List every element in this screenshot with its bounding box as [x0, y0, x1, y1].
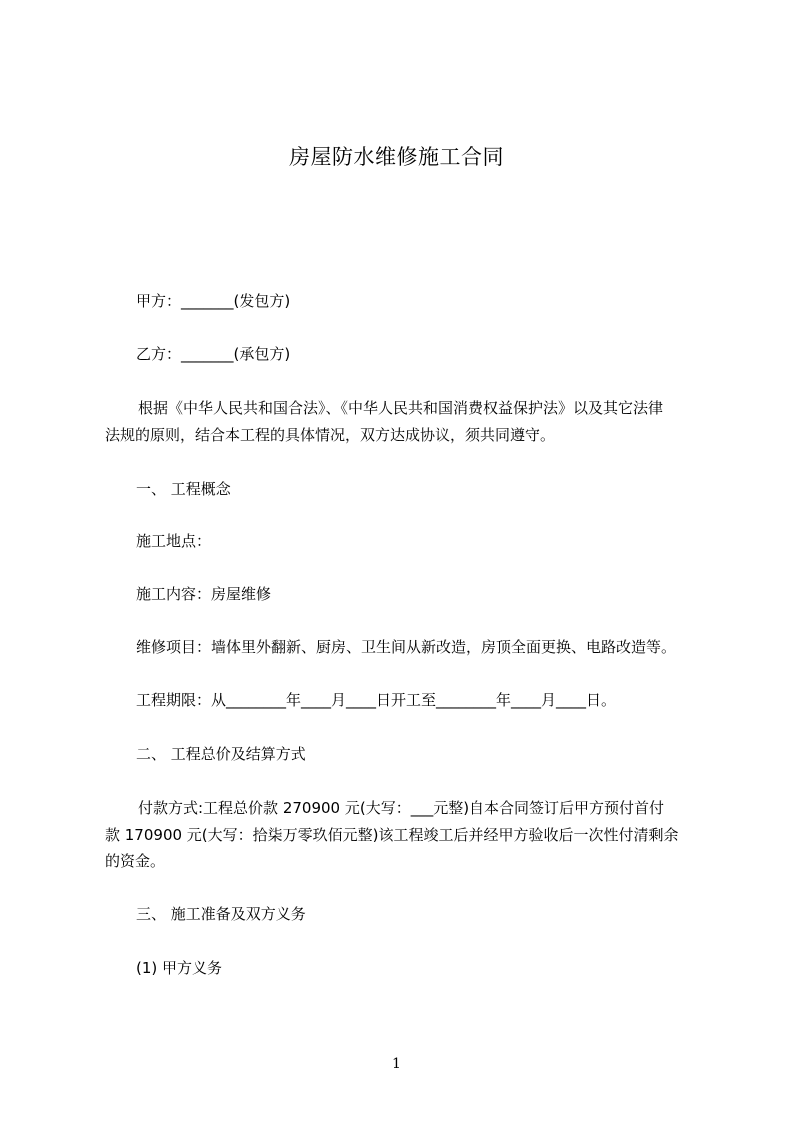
section-1-heading: 一、 工程概念	[136, 480, 231, 498]
payment-line-2: 款 170900 元(大写：拾柒万零玖佰元整)该工程竣工后并经甲方验收后一次性付清剩余	[105, 826, 679, 844]
party-b-line: 乙方：_______(承包方)	[136, 345, 291, 363]
payment-line-3: 的资金。	[105, 852, 166, 870]
section-3-heading: 三、 施工准备及双方义务	[136, 905, 306, 923]
payment-line-1: 付款方式:工程总价款 270900 元(大写：___元整)自本合同签订后甲方预付首付	[138, 799, 665, 817]
preamble-line-1: 根据《中华人民共和国合法》、《中华人民共和国消费权益保护法》以及其它法律	[138, 399, 664, 417]
construction-location: 施工地点：	[136, 532, 212, 550]
construction-content: 施工内容：房屋维修	[136, 585, 272, 603]
party-a-obligations-heading: (1) 甲方义务	[136, 959, 223, 977]
party-a-line: 甲方：_______(发包方)	[136, 292, 291, 310]
project-period: 工程期限：从________年____月____日开工至________年____月____日。	[136, 691, 617, 709]
preamble-line-2: 法规的原则，结合本工程的具体情况，双方达成协议，须共同遵守。	[105, 426, 556, 444]
repair-items: 维修项目：墙体里外翻新、厨房、卫生间从新改造，房顶全面更换、电路改造等。	[136, 638, 677, 656]
page-number: 1	[392, 1056, 401, 1072]
section-2-heading: 二、 工程总价及结算方式	[136, 745, 306, 763]
document-title: 房屋防水维修施工合同	[289, 145, 504, 169]
